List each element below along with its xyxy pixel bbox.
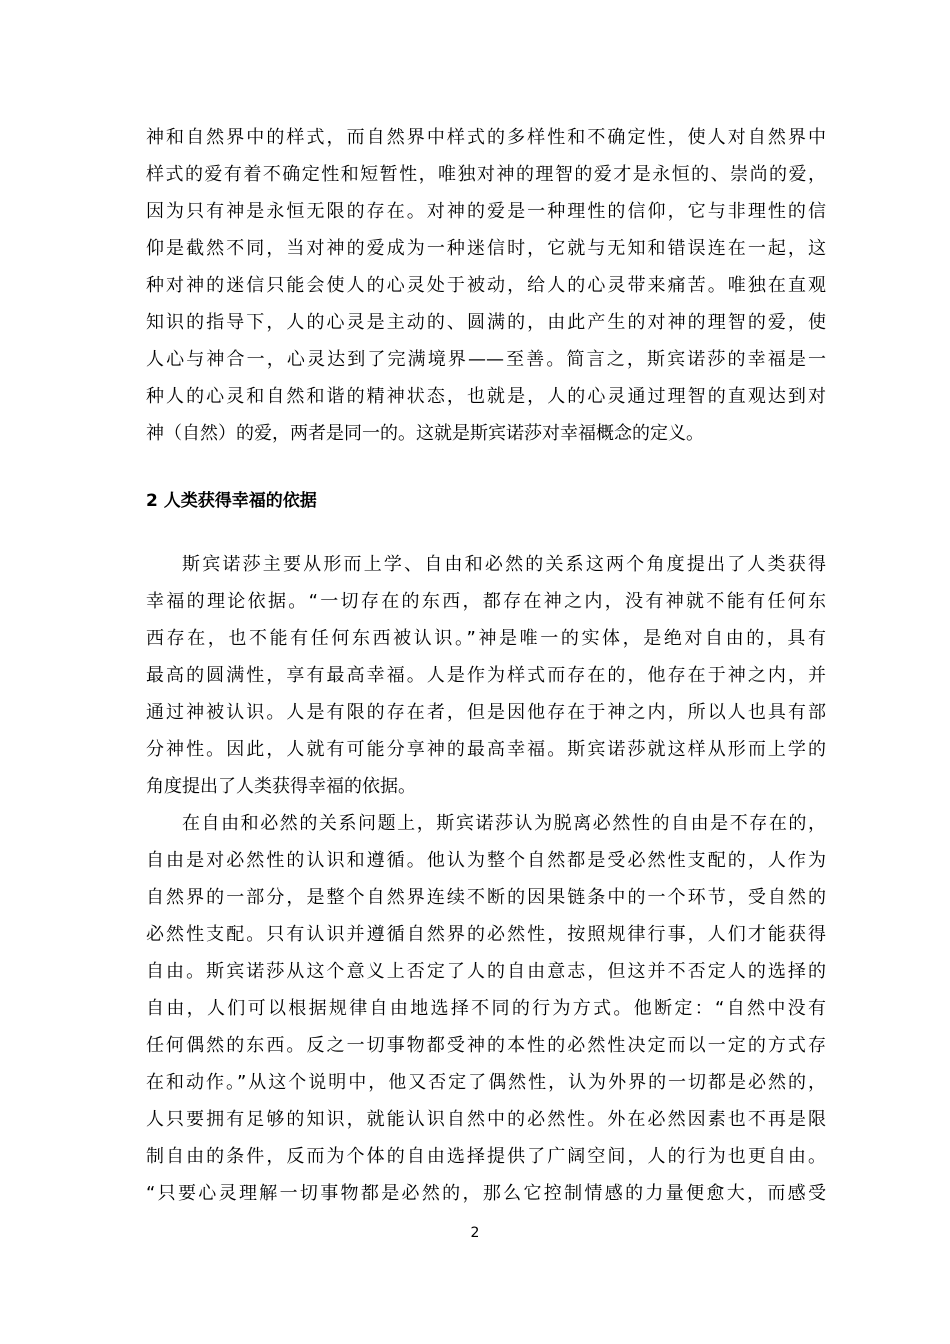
paragraph-line: 人心与神合一，心灵达到了完满境界——至善。简言之，斯宾诺莎的幸福是一: [146, 349, 826, 370]
paragraph-line: 角度提出了人类获得幸福的依据。: [146, 776, 416, 797]
paragraph-2: [146, 546, 826, 805]
paragraph-line: 神（自然）的爱，两者是同一的。这就是斯宾诺莎对幸福概念的定义。: [146, 423, 704, 444]
page-number: 2: [470, 1225, 480, 1241]
paragraph-line: 样式的爱有着不确定性和短暂性，唯独对神的理智的爱才是永恒的、崇尚的爱，: [146, 164, 826, 185]
paragraph-line: 分神性。因此，人就有可能分享神的最高幸福。斯宾诺莎就这样从形而上学的: [146, 739, 826, 760]
paragraph-line: 仰是截然不同，当对神的爱成为一种迷信时，它就与无知和错误连在一起，这: [146, 238, 826, 259]
paragraph-line: 人只要拥有足够的知识，就能认识自然中的必然性。外在必然因素也不再是限: [146, 1109, 826, 1130]
paragraph-line: 因为只有神是永恒无限的存在。对神的爱是一种理性的信仰，它与非理性的信: [146, 201, 826, 222]
paragraph-line: 神和自然界中的样式，而自然界中样式的多样性和不确定性，使人对自然界中: [146, 127, 826, 148]
paragraph-line: 斯宾诺莎主要从形而上学、自由和必然的关系这两个角度提出了人类获得: [182, 554, 826, 575]
paragraph-line: 制自由的条件，反而为个体的自由选择提供了广阔空间，人的行为也更自由。: [146, 1146, 826, 1167]
paragraph-line: 种对神的迷信只能会使人的心灵处于被动，给人的心灵带来痛苦。唯独在直观: [146, 275, 826, 296]
paragraph-line: 幸福的理论依据。“一切存在的东西，都存在神之内，没有神就不能有任何东: [146, 591, 826, 612]
paragraph-line: 自由。斯宾诺莎从这个意义上否定了人的自由意志，但这并不否定人的选择的: [146, 961, 826, 982]
paragraph-line: 任何偶然的东西。反之一切事物都受神的本性的必然性决定而以一定的方式存: [146, 1035, 826, 1056]
paragraph-line: 在自由和必然的关系问题上，斯宾诺莎认为脱离必然性的自由是不存在的，: [182, 813, 826, 834]
paragraph-line: 自由是对必然性的认识和遵循。他认为整个自然都是受必然性支配的，人作为: [146, 850, 826, 871]
paragraph-line: 自由，人们可以根据规律自由地选择不同的行为方式。他断定：“自然中没有: [146, 998, 826, 1019]
paragraph-line: 通过神被认识。人是有限的存在者，但是因他存在于神之内，所以人也具有部: [146, 702, 826, 723]
paragraph-3: [146, 805, 826, 1212]
paragraph-line: 西存在，也不能有任何东西被认识。”神是唯一的实体，是绝对自由的，具有: [146, 628, 826, 649]
section-heading: 2 人类获得幸福的依据: [146, 491, 317, 511]
paragraph-line: 在和动作。”从这个说明中，他又否定了偶然性，认为外界的一切都是必然的，: [146, 1072, 826, 1093]
paragraph-line: 必然性支配。只有认识并遵循自然界的必然性，按照规律行事，人们才能获得: [146, 924, 826, 945]
paragraph-line: 最高的圆满性，享有最高幸福。人是作为样式而存在的，他存在于神之内，并: [146, 665, 826, 686]
paragraph-line: 知识的指导下，人的心灵是主动的、圆满的，由此产生的对神的理智的爱，使: [146, 312, 826, 333]
paragraph-line: 自然界的一部分，是整个自然界连续不断的因果链条中的一个环节，受自然的: [146, 887, 826, 908]
paragraph-1: [146, 119, 826, 452]
paragraph-line: “只要心灵理解一切事物都是必然的，那么它控制情感的力量便愈大，而感受: [146, 1183, 826, 1204]
paragraph-line: 种人的心灵和自然和谐的精神状态，也就是，人的心灵通过理智的直观达到对: [146, 386, 826, 407]
